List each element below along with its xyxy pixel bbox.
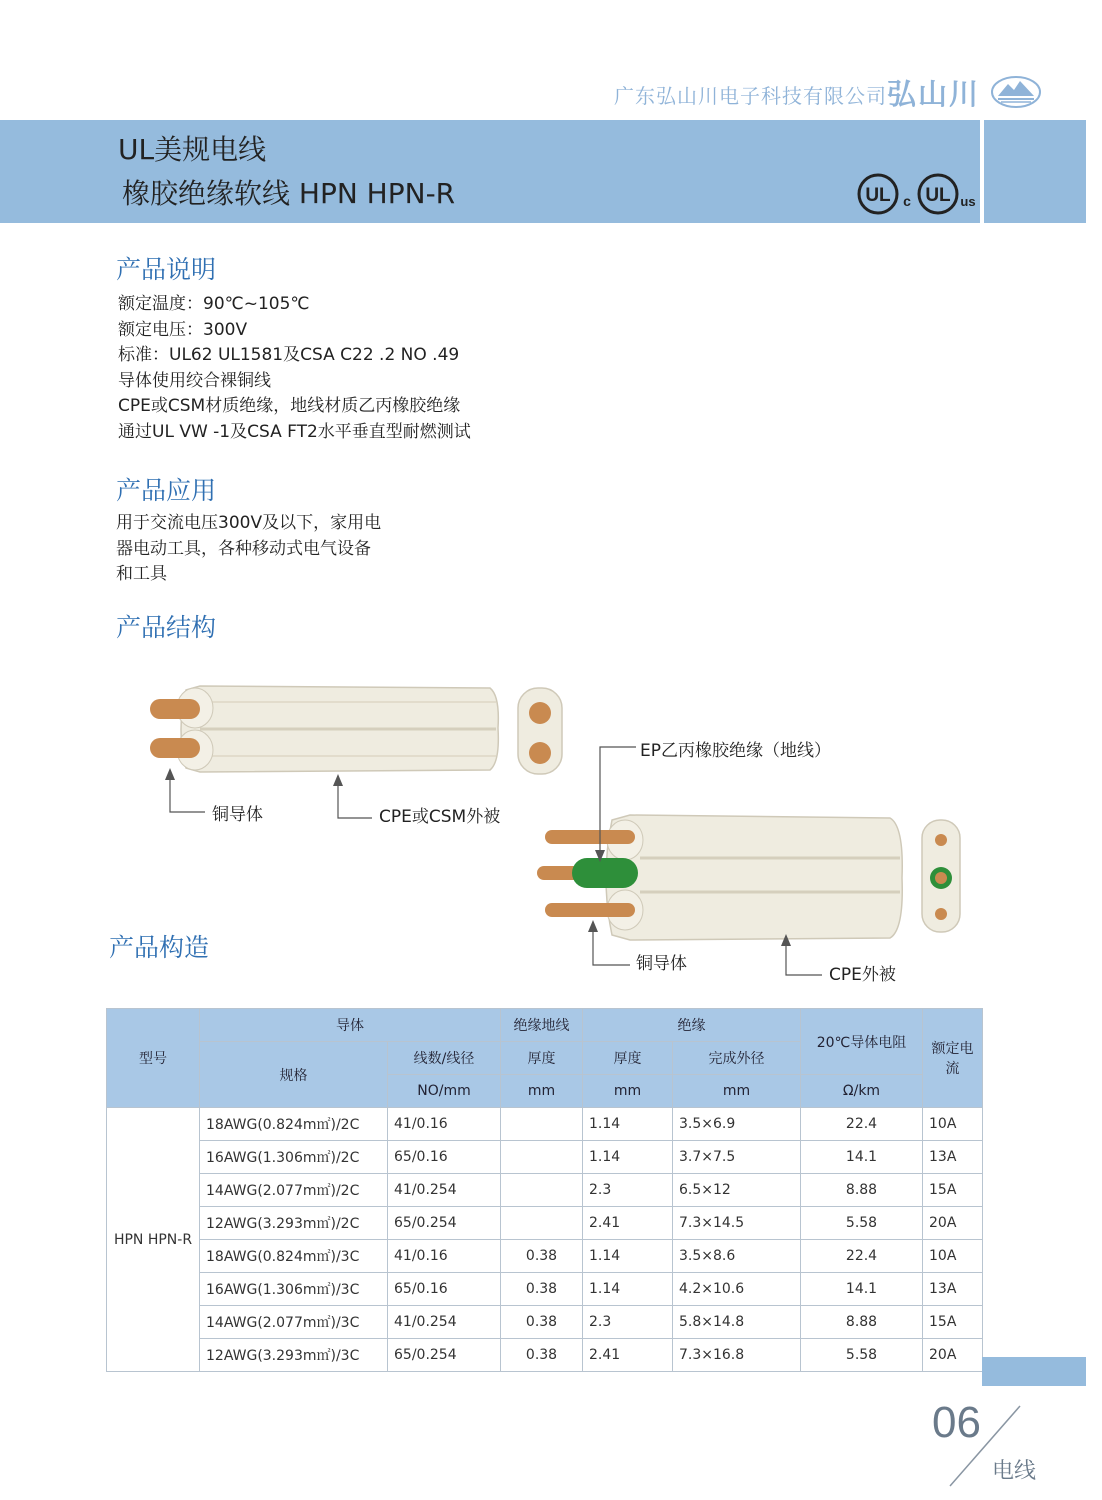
- cell-spec: 18AWG(0.824m㎡)/2C: [200, 1108, 388, 1141]
- cell-res: 5.58: [801, 1207, 923, 1240]
- table-row: [107, 1207, 983, 1240]
- cell-od: 7.3×14.5: [673, 1207, 801, 1240]
- description-line: 额定温度：90℃~105℃: [118, 294, 310, 314]
- description-heading: 产品说明: [116, 255, 217, 284]
- unit-res: Ω/km: [801, 1075, 923, 1108]
- model-cell: HPN HPN-R: [107, 1108, 200, 1372]
- cert-mark-us: us: [960, 194, 976, 209]
- page-title: UL美规电线: [118, 133, 267, 166]
- cell-amp: 20A: [923, 1339, 983, 1372]
- copper-conductor: [150, 738, 200, 758]
- cell-spec: 16AWG(1.306m㎡)/2C: [200, 1141, 388, 1174]
- table-row: [107, 1174, 983, 1207]
- copper-conductor: [150, 699, 200, 719]
- cell-res: 5.58: [801, 1339, 923, 1372]
- cell-strands: 65/0.254: [388, 1339, 501, 1372]
- three-core-cable: [537, 815, 902, 940]
- header-conductor: 导体: [200, 1009, 501, 1042]
- description-line: 通过UL VW -1及CSA FT2水平垂直型耐燃测试: [118, 421, 471, 442]
- cell-spec: 12AWG(3.293m㎡)/2C: [200, 1207, 388, 1240]
- description-line: 导体使用绞合裸铜线: [118, 370, 271, 391]
- cell-od: 3.5×8.6: [673, 1240, 801, 1273]
- label-jacket-cpe-csm: CPE或CSM外被: [379, 807, 501, 827]
- table-row: [107, 1141, 983, 1174]
- structure-heading: 产品结构: [116, 613, 217, 642]
- three-core-cross-section: [922, 820, 960, 932]
- header-ground-thickness: 厚度: [501, 1042, 583, 1075]
- spec-table: [106, 1008, 983, 1372]
- cell-spec: 14AWG(2.077m㎡)/3C: [200, 1306, 388, 1339]
- label-jacket-cpe: CPE外被: [829, 965, 896, 985]
- cell-res: 14.1: [801, 1141, 923, 1174]
- copper-conductor: [545, 830, 635, 844]
- cell-thickness: 2.3: [583, 1174, 673, 1207]
- cell-strands: 65/0.16: [388, 1273, 501, 1306]
- cell-ground: 0.38: [501, 1273, 583, 1306]
- cell-ground: 0.38: [501, 1240, 583, 1273]
- page-number: 06: [932, 1398, 981, 1447]
- two-core-cross-section: [518, 688, 562, 774]
- cell-od: 5.8×14.8: [673, 1306, 801, 1339]
- brand-name: 弘山川: [886, 77, 980, 111]
- cell-ground: [501, 1108, 583, 1141]
- page-section-label: 电线: [992, 1459, 1037, 1484]
- cell-thickness: 2.41: [583, 1339, 673, 1372]
- cell-strands: 41/0.16: [388, 1108, 501, 1141]
- application-list: [116, 511, 381, 588]
- cell-res: 22.4: [801, 1108, 923, 1141]
- cell-thickness: 1.14: [583, 1240, 673, 1273]
- application-heading: 产品应用: [116, 476, 217, 505]
- cell-strands: 41/0.254: [388, 1306, 501, 1339]
- cert-mark-ul-1: UL: [865, 185, 891, 206]
- application-line: 和工具: [116, 564, 167, 584]
- table-row: [107, 1306, 983, 1339]
- cell-thickness: 1.14: [583, 1141, 673, 1174]
- table-row: [107, 1240, 983, 1273]
- mountain-logo-icon: [990, 72, 1042, 112]
- cell-res: 8.88: [801, 1306, 923, 1339]
- cell-res: 8.88: [801, 1174, 923, 1207]
- application-line: 器电动工具，各种移动式电气设备: [116, 538, 371, 559]
- cell-thickness: 2.3: [583, 1306, 673, 1339]
- label-copper-conductor: 铜导体: [212, 805, 263, 825]
- table-row: [107, 1339, 983, 1372]
- header-model: 型号: [107, 1009, 200, 1108]
- cell-od: 7.3×16.8: [673, 1339, 801, 1372]
- cell-od: 3.7×7.5: [673, 1141, 801, 1174]
- cell-od: 4.2×10.6: [673, 1273, 801, 1306]
- cell-amp: 13A: [923, 1273, 983, 1306]
- ul-certification-icon: [856, 170, 982, 218]
- cell-od: 6.5×12: [673, 1174, 801, 1207]
- cell-amp: 10A: [923, 1108, 983, 1141]
- cell-spec: 18AWG(0.824m㎡)/3C: [200, 1240, 388, 1273]
- description-line: 标准：UL62 UL1581及CSA C22 .2 NO .49: [118, 345, 460, 365]
- header-rated-current: 额定电流: [923, 1009, 983, 1108]
- footer-band: [982, 1357, 1086, 1386]
- header-ins-thickness: 厚度: [583, 1042, 673, 1075]
- cell-amp: 10A: [923, 1240, 983, 1273]
- cell-amp: 20A: [923, 1207, 983, 1240]
- cell-res: 14.1: [801, 1273, 923, 1306]
- company-name: 广东弘山川电子科技有限公司: [614, 84, 887, 108]
- table-row: [107, 1273, 983, 1306]
- cell-ground: 0.38: [501, 1306, 583, 1339]
- cell-od: 3.5×6.9: [673, 1108, 801, 1141]
- cell-strands: 41/0.16: [388, 1240, 501, 1273]
- cell-ground: [501, 1174, 583, 1207]
- cell-strands: 65/0.16: [388, 1141, 501, 1174]
- header-tab: [984, 120, 1086, 223]
- cell-strands: 41/0.254: [388, 1174, 501, 1207]
- unit-ins: mm: [583, 1075, 673, 1108]
- cell-strands: 65/0.254: [388, 1207, 501, 1240]
- description-list: [118, 292, 471, 445]
- cell-spec: 12AWG(3.293m㎡)/3C: [200, 1339, 388, 1372]
- construction-heading: 产品构造: [109, 933, 210, 962]
- cell-ground: [501, 1207, 583, 1240]
- cell-res: 22.4: [801, 1240, 923, 1273]
- cell-thickness: 1.14: [583, 1108, 673, 1141]
- ground-insulation: [572, 858, 638, 888]
- description-line: CPE或CSM材质绝缘，地线材质乙丙橡胶绝缘: [118, 396, 461, 416]
- unit-ground: mm: [501, 1075, 583, 1108]
- cell-thickness: 2.41: [583, 1207, 673, 1240]
- header-resistance: 20℃导体电阻: [801, 1009, 923, 1075]
- description-line: 额定电压：300V: [118, 319, 248, 340]
- application-line: 用于交流电压300V及以下，家用电: [116, 513, 382, 533]
- header-outer-diameter: 完成外径: [673, 1042, 801, 1075]
- cell-amp: 15A: [923, 1174, 983, 1207]
- cell-amp: 13A: [923, 1141, 983, 1174]
- unit-strands: NO/mm: [388, 1075, 501, 1108]
- cell-spec: 16AWG(1.306m㎡)/3C: [200, 1273, 388, 1306]
- header-strands: 线数/线径: [388, 1042, 501, 1075]
- cert-mark-ul-2: UL: [925, 185, 951, 206]
- cell-ground: 0.38: [501, 1339, 583, 1372]
- header-ground-insulation: 绝缘地线: [501, 1009, 583, 1042]
- unit-od: mm: [673, 1075, 801, 1108]
- cell-thickness: 1.14: [583, 1273, 673, 1306]
- two-core-cable: [150, 686, 498, 772]
- cell-amp: 15A: [923, 1306, 983, 1339]
- header-spec: 规格: [200, 1042, 388, 1108]
- label-copper-conductor-2: 铜导体: [636, 954, 687, 974]
- cell-spec: 14AWG(2.077m㎡)/2C: [200, 1174, 388, 1207]
- cell-ground: [501, 1141, 583, 1174]
- label-ground-insulation: EP乙丙橡胶绝缘（地线）: [640, 741, 831, 761]
- header-insulation: 绝缘: [583, 1009, 801, 1042]
- copper-conductor: [545, 903, 635, 917]
- cert-mark-c: c: [903, 193, 911, 209]
- page-subtitle: 橡胶绝缘软线 HPN HPN-R: [122, 177, 456, 210]
- table-row: [107, 1108, 983, 1141]
